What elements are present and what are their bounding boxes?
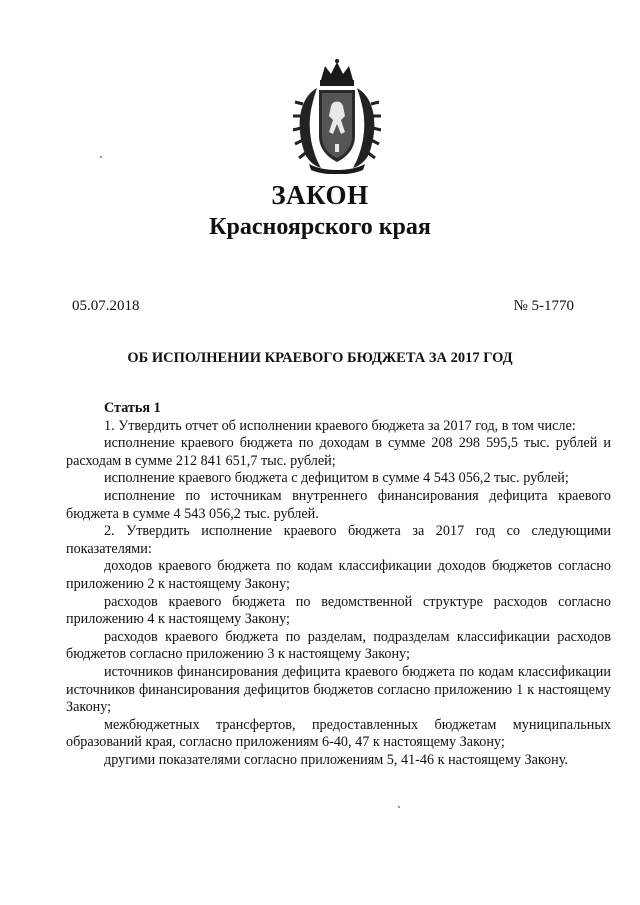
paragraph: 1. Утвердить отчет об исполнении краевого бюджета за 2017 год, в том числе: bbox=[104, 417, 576, 434]
scan-speck bbox=[100, 156, 102, 158]
paragraph: другими показателями согласно приложениям 5, 41-46 к настоящему Закону. bbox=[104, 751, 568, 768]
paragraph: 2. Утвердить исполнение краевого бюджета за 2017 год со следующими показателями: bbox=[66, 523, 611, 557]
paragraph: расходов краевого бюджета по разделам, подразделам классификации расходов бюджетов согласно приложению 3 к настоящему Закону; bbox=[66, 628, 611, 663]
paragraph: межбюджетных трансфертов, предоставленных бюджетам муниципальных образований края, согласно приложениям 6-40, 47 к настоящему Закону; bbox=[66, 716, 611, 751]
law-date: 05.07.2018 bbox=[72, 298, 140, 314]
document-body bbox=[66, 400, 611, 769]
paragraph: источников финансирования дефицита краевого бюджета по кодам классификации источников финансирования дефицитов бюджетов согласно приложению 1 к настоящему Закону; bbox=[66, 663, 611, 716]
paragraph: исполнение краевого бюджета с дефицитом в сумме 4 543 056,2 тыс. рублей; bbox=[104, 470, 569, 487]
paragraph: доходов краевого бюджета по кодам классификации доходов бюджетов согласно приложению 2 к настоящему Закону; bbox=[66, 558, 611, 592]
paragraph: исполнение краевого бюджета по доходам в сумме 208 298 595,5 тыс. рублей и расходам в сумме 212 841 651,7 тыс. рублей; bbox=[66, 435, 611, 469]
paragraph: исполнение по источникам внутреннего финансирования дефицита краевого бюджета в сумме 4 543 056,2 тыс. рублей. bbox=[66, 487, 611, 522]
document-heading: ОБ ИСПОЛНЕНИИ КРАЕВОГО БЮДЖЕТА ЗА 2017 ГОД bbox=[127, 350, 513, 366]
article-title: Статья 1 bbox=[104, 400, 161, 416]
scan-speck bbox=[398, 806, 400, 808]
region-subtitle: Красноярского края bbox=[209, 214, 431, 240]
law-number: № 5-1770 bbox=[513, 298, 574, 314]
law-title: ЗАКОН bbox=[271, 180, 369, 210]
coat-of-arms-icon bbox=[291, 58, 383, 174]
paragraph: расходов краевого бюджета по ведомственной структуре расходов согласно приложению 4 к настоящему Закону; bbox=[66, 593, 611, 628]
